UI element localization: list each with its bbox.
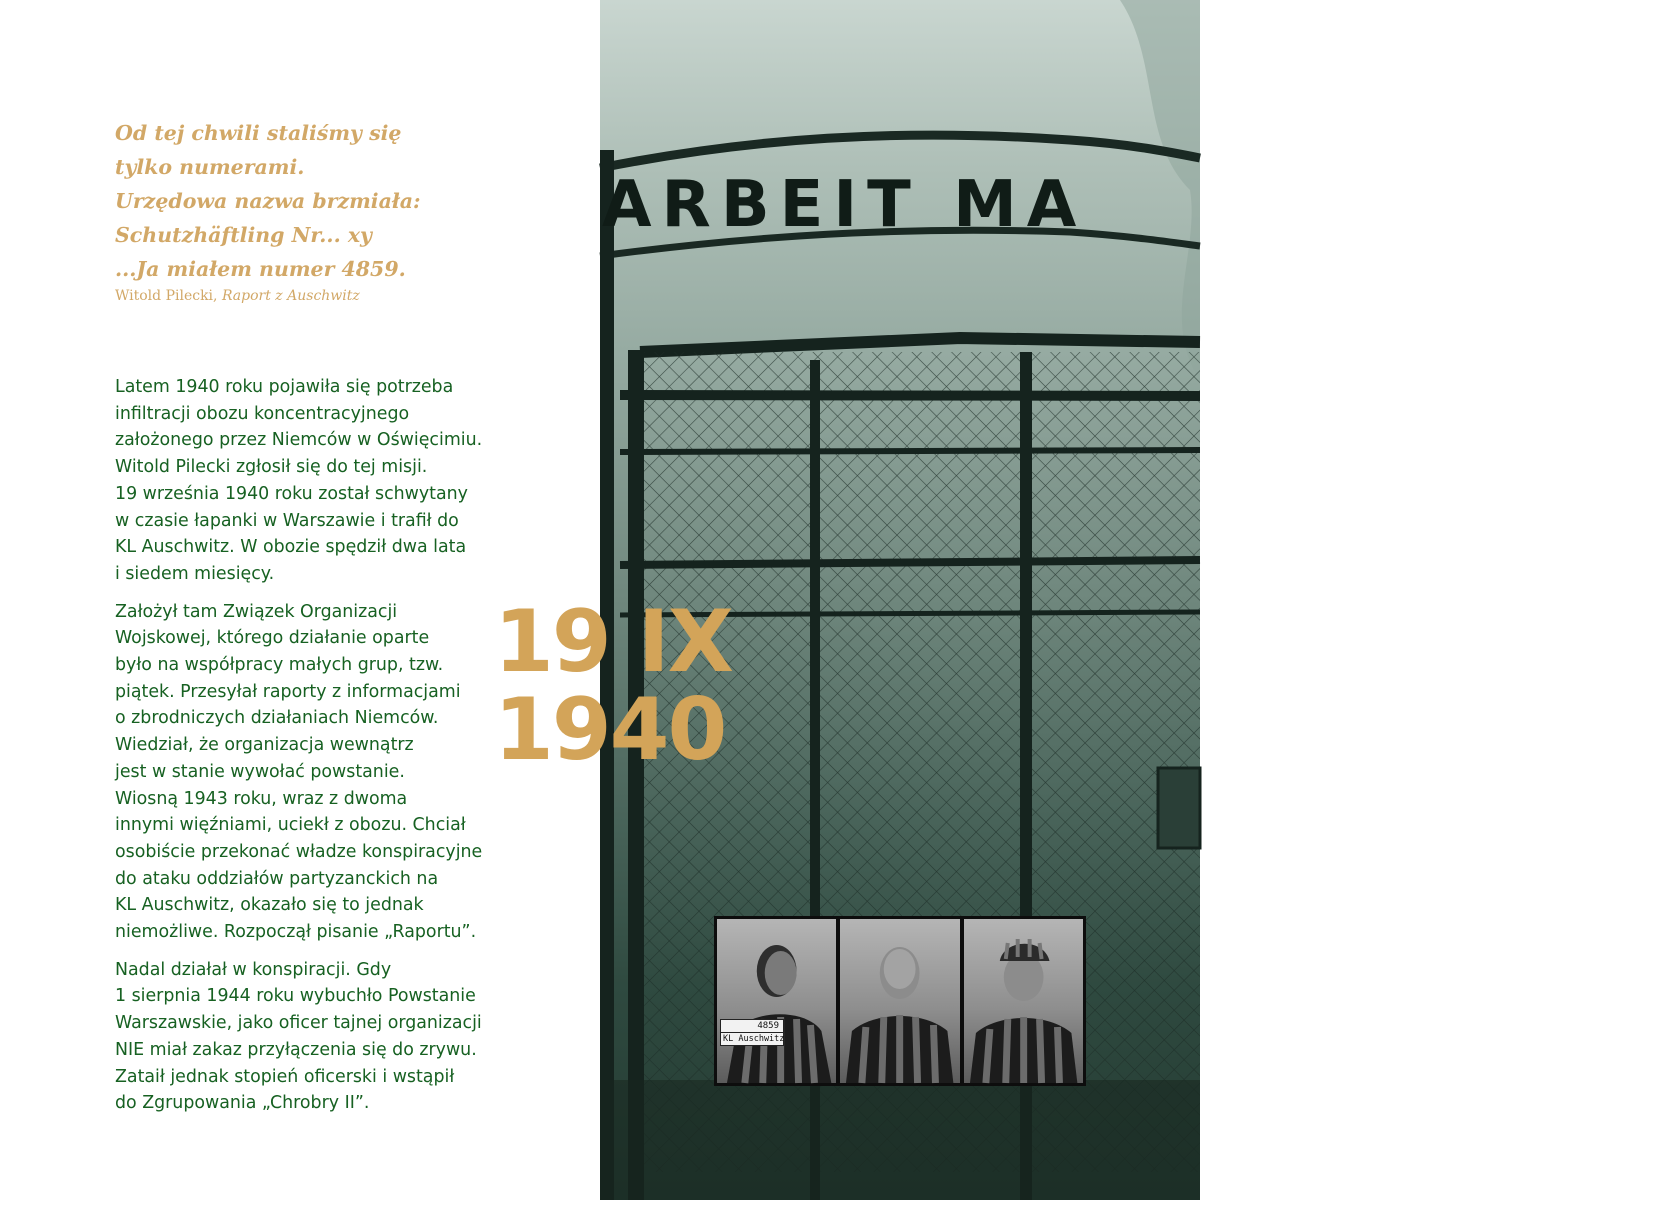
quote-line: tylko numerami. (115, 155, 305, 179)
quote-line: Schutzhäftling Nr... xy (115, 223, 372, 247)
front-portrait-icon (840, 919, 959, 1083)
prisoner-number-plate (720, 1019, 784, 1046)
text-line: piątek. Przesyłał raporty z informacjami (115, 681, 461, 702)
biography-paragraph-1 (115, 374, 535, 588)
profile-portrait-icon (717, 919, 836, 1083)
text-line: Wojskowej, którego działanie oparte (115, 628, 430, 649)
date-heading (494, 592, 732, 780)
text-line: do Zgrupowania „Chrobry II”. (115, 1093, 370, 1114)
text-line: o zbrodniczych działaniach Niemców. (115, 708, 439, 729)
quote-line: ...Ja miałem numer 4859. (115, 257, 406, 281)
text-line: infiltracji obozu koncentracyjnego (115, 403, 410, 424)
text-line: Zataił jednak stopień oficerski i wstąpił (115, 1066, 455, 1087)
biography-text (115, 374, 535, 1117)
date-day-month: 19 IX (494, 592, 732, 692)
text-line: do ataku oddziałów partyzanckich na (115, 868, 439, 889)
pilecki-quote (115, 116, 545, 286)
mugshot-profile (717, 919, 836, 1083)
text-line: osobiście przekonać władze konspiracyjne (115, 841, 483, 862)
text-line: Witold Pilecki zgłosił się do tej misji. (115, 457, 428, 478)
caption-line: zbiory Miejsce Pamięci i Muzeum Auschwitz-Birkenau (1314, 881, 1540, 891)
camp-label: KL Auschwitz (723, 1034, 785, 1044)
prisoner-photo-triptych (714, 916, 1086, 1086)
text-line: założonego przez Niemców w Oświęcimiu. (115, 430, 483, 451)
text-line: w czasie łapanki w Warszawie i trafił do (115, 510, 459, 531)
text-line: KL Auschwitz, okazało się to jednak (115, 895, 424, 916)
text-line: jest w stanie wywołać powstanie. (115, 761, 405, 782)
quote-line: Od tej chwili staliśmy się (115, 121, 402, 145)
text-line: Założył tam Związek Organizacji (115, 601, 398, 622)
quote-line: Urzędowa nazwa brzmiała: (115, 189, 421, 213)
text-line: 19 września 1940 roku został schwytany (115, 483, 468, 504)
caption-line: W tle współczesna fotografia bramy obozu, fot. Krzysztof Miszułowicz (1314, 895, 1610, 905)
text-line: Latem 1940 roku pojawiła się potrzeba (115, 377, 454, 397)
mugshot-front (840, 919, 959, 1083)
quote-author: Witold Pilecki, (115, 288, 218, 304)
quote-attribution (115, 288, 360, 304)
text-line: było na współpracy małych grup, tzw. (115, 655, 444, 676)
text-line: 1 sierpnia 1944 roku wybuchło Powstanie (115, 986, 476, 1007)
text-line: i siedem miesięcy. (115, 563, 275, 584)
biography-paragraph-3 (115, 957, 535, 1117)
text-line: Nadal działał w konspiracji. Gdy (115, 959, 392, 980)
text-line: Wiosną 1943 roku, wraz z dwoma (115, 788, 408, 809)
text-line: Warszawskie, jako oficer tajnej organizacji (115, 1013, 482, 1034)
text-line: innymi więźniami, uciekł z obozu. Chciał (115, 815, 466, 836)
text-line: KL Auschwitz. W obozie spędził dwa lata (115, 537, 467, 558)
mugshot-with-cap (964, 919, 1083, 1083)
caption-line: Zdjęcie sygnalityczne Witolda Pieckiego z KL Auschwitz z 1940 roku, (1314, 870, 1605, 880)
biography-paragraph-2 (115, 599, 535, 946)
date-year: 1940 (494, 680, 726, 780)
cap-portrait-icon (964, 919, 1083, 1083)
text-line: niemożliwe. Rozpoczął pisanie „Raportu”. (115, 922, 477, 943)
photo-caption (1314, 870, 1654, 906)
gate-sign-text: ARBEIT MA (602, 168, 1087, 242)
quote-source-title: Raport z Auschwitz (221, 288, 360, 304)
text-line: Wiedział, że organizacja wewnątrz (115, 735, 414, 756)
text-line: NIE miał zakaz przyłączenia się do zrywu. (115, 1039, 477, 1060)
prisoner-number: 4859 (721, 1020, 783, 1033)
